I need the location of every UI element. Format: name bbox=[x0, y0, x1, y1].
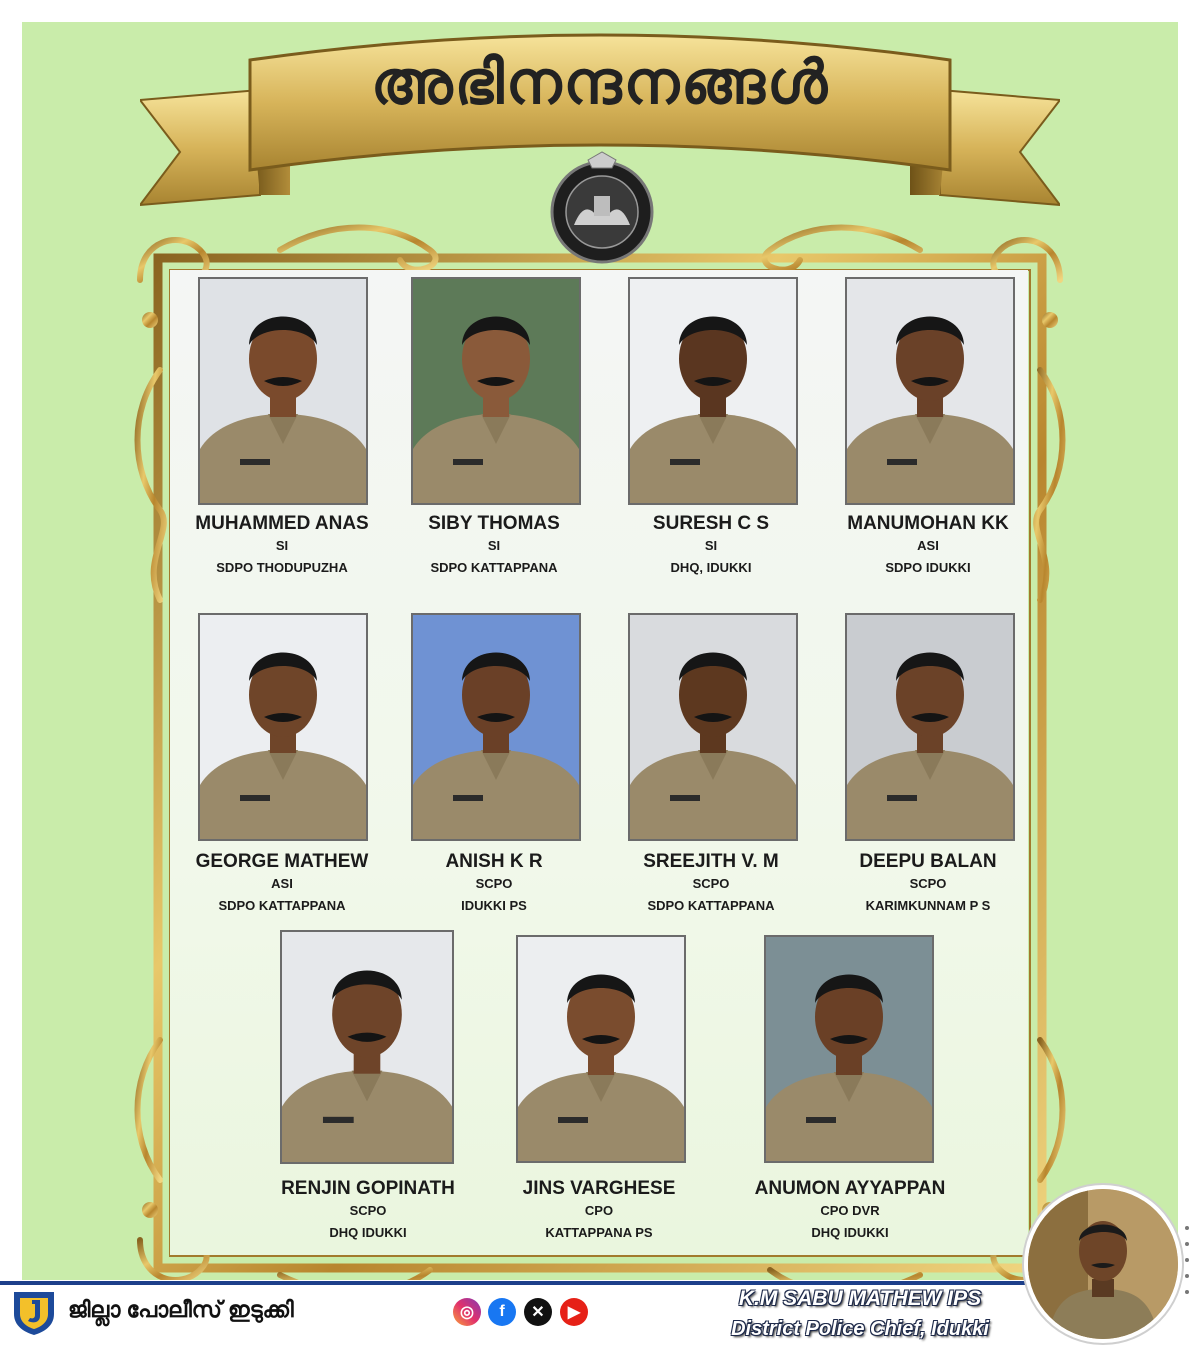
officer-rank: CPO DVR bbox=[820, 1203, 880, 1218]
officer-unit: KARIMKUNNAM P S bbox=[865, 898, 991, 913]
officer-rank: SI bbox=[704, 538, 718, 553]
officer-photo bbox=[198, 277, 368, 505]
officer-name: JINS VARGHESE bbox=[522, 1178, 676, 1199]
officer-unit: SDPO IDUKKI bbox=[885, 560, 971, 575]
banner-title: അഭിനന്ദനങ്ങൾ bbox=[370, 48, 830, 118]
officer-rank: SI bbox=[487, 538, 501, 553]
officer-unit: DHQ IDUKKI bbox=[811, 1225, 889, 1240]
officer-photo bbox=[198, 613, 368, 841]
police-emblem bbox=[544, 150, 660, 266]
officer-rank: SCPO bbox=[475, 876, 513, 891]
officer-name: SREEJITH V. M bbox=[643, 851, 779, 872]
officer-card bbox=[469, 1178, 729, 1244]
officer-name: ANUMON AYYAPPAN bbox=[754, 1178, 946, 1199]
officer-rank: SCPO bbox=[692, 876, 730, 891]
officer-unit: SDPO KATTAPPANA bbox=[647, 898, 775, 913]
officer-rank: SI bbox=[275, 538, 289, 553]
officer-photo bbox=[628, 613, 798, 841]
officer-unit: SDPO THODUPUZHA bbox=[216, 560, 348, 575]
officer-photo bbox=[411, 277, 581, 505]
officer-unit: DHQ IDUKKI bbox=[329, 1225, 407, 1240]
district-police-logo-icon bbox=[10, 1288, 58, 1336]
officer-photo bbox=[845, 277, 1015, 505]
officer-card bbox=[798, 851, 1058, 917]
officer-rank: CPO bbox=[584, 1203, 614, 1218]
officer-unit: SDPO KATTAPPANA bbox=[430, 560, 558, 575]
officer-card bbox=[798, 513, 1058, 579]
officer-photo bbox=[280, 930, 454, 1164]
officer-photo bbox=[628, 277, 798, 505]
officer-name: RENJIN GOPINATH bbox=[281, 1178, 455, 1199]
officer-name: SURESH C S bbox=[652, 513, 770, 534]
youtube-icon[interactable]: ▶ bbox=[560, 1298, 588, 1326]
officer-rank: SCPO bbox=[349, 1203, 387, 1218]
officer-name: ANISH K R bbox=[445, 851, 543, 872]
chief-title: District Police Chief, Idukki bbox=[731, 1318, 989, 1340]
facebook-icon[interactable]: f bbox=[488, 1298, 516, 1326]
officer-photo bbox=[764, 935, 934, 1163]
officer-name: MANUMOHAN KK bbox=[847, 513, 1009, 534]
officer-rank: ASI bbox=[917, 538, 939, 553]
department-name: ജില്ലാ പോലീസ് ഇടുക്കി bbox=[68, 1297, 294, 1322]
x-icon[interactable]: ✕ bbox=[524, 1298, 552, 1326]
chief-name: K.M SABU MATHEW IPS bbox=[738, 1287, 982, 1310]
officer-name: GEORGE MATHEW bbox=[195, 851, 369, 872]
officer-unit: SDPO KATTAPPANA bbox=[218, 898, 346, 913]
officer-rank: SCPO bbox=[909, 876, 947, 891]
decorative-dots bbox=[1180, 1220, 1194, 1310]
officer-name: SIBY THOMAS bbox=[428, 513, 560, 534]
officer-card bbox=[720, 1178, 980, 1244]
officer-unit: KATTAPPANA PS bbox=[545, 1225, 653, 1240]
officer-unit: DHQ, IDUKKI bbox=[670, 560, 752, 575]
officer-photo bbox=[411, 613, 581, 841]
officer-photo bbox=[516, 935, 686, 1163]
officer-name: MUHAMMED ANAS bbox=[195, 513, 369, 534]
officer-card bbox=[238, 1178, 498, 1244]
instagram-icon[interactable]: ◎ bbox=[453, 1298, 481, 1326]
officer-photo bbox=[845, 613, 1015, 841]
chief-photo bbox=[1024, 1185, 1182, 1343]
officer-rank: ASI bbox=[271, 876, 293, 891]
officer-name: DEEPU BALAN bbox=[859, 851, 997, 872]
officer-unit: IDUKKI PS bbox=[461, 898, 527, 913]
footer-divider bbox=[0, 1281, 1040, 1285]
